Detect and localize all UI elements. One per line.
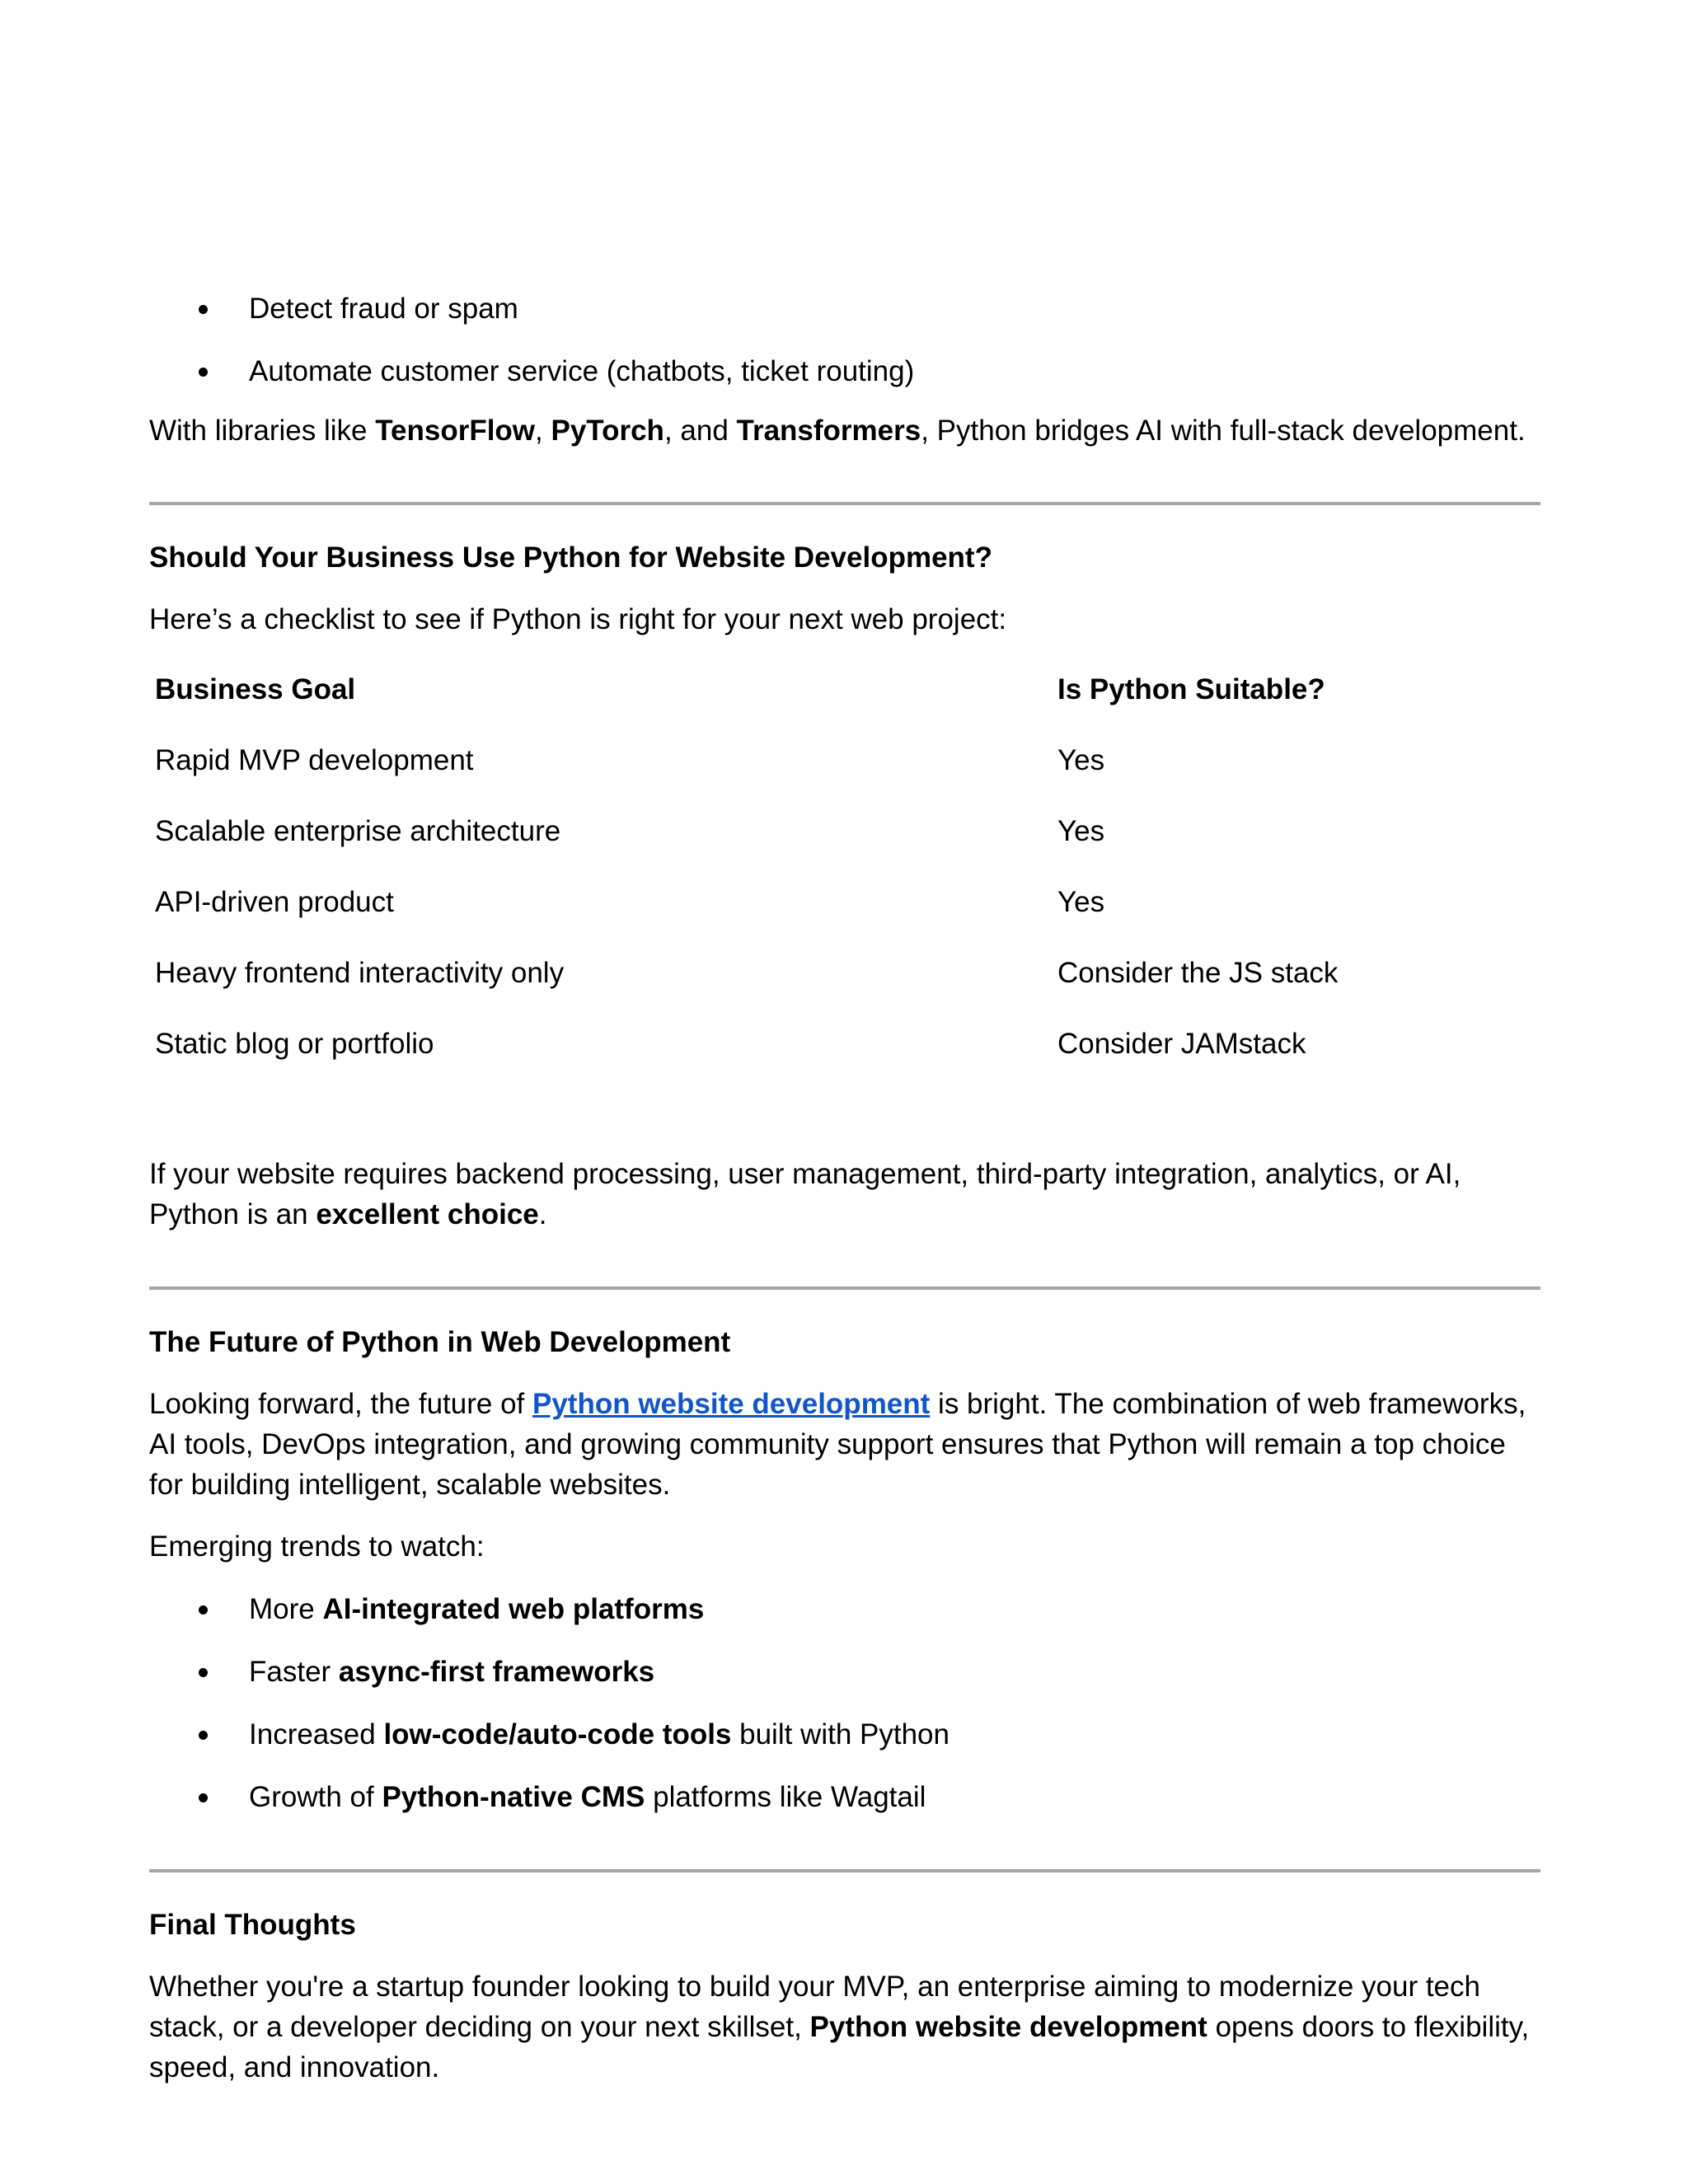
section-divider <box>149 1286 1540 1290</box>
list-item: Automate customer service (chatbots, ticket routing) <box>149 351 1540 391</box>
table-cell: Yes <box>1057 743 1105 776</box>
bullet-icon <box>199 1668 208 1677</box>
list-item: Growth of Python-native CMS platforms like Wagtail <box>149 1777 1540 1817</box>
list-item: Increased low-code/auto-code tools built with Python <box>149 1714 1540 1755</box>
table-cell: Yes <box>1057 885 1105 918</box>
table-row <box>149 795 1540 866</box>
business-intro: Here’s a checklist to see if Python is right for your next web project: <box>149 603 1007 635</box>
business-conclusion: If your website requires backend processing, user management, third-party integration, analytics, or AI, Python is an excellent choice. <box>149 1158 1461 1230</box>
document-page <box>149 288 1540 2088</box>
future-heading: The Future of Python in Web Development <box>149 1326 731 1358</box>
table-header-cell: Is Python Suitable? <box>1057 673 1325 705</box>
table-cell: Consider the JS stack <box>1057 956 1339 989</box>
bullet-icon <box>199 1605 208 1615</box>
table-header-row <box>149 654 1540 724</box>
table-cell: Consider JAMstack <box>1057 1027 1306 1060</box>
table-row <box>149 1008 1540 1079</box>
table-row <box>149 724 1540 795</box>
trends-intro: Emerging trends to watch: <box>149 1530 485 1563</box>
bullet-icon <box>199 368 208 377</box>
section-divider <box>149 502 1540 505</box>
table-header-cell: Business Goal <box>155 673 356 705</box>
python-website-development-link[interactable]: Python website development <box>532 1388 931 1420</box>
final-heading: Final Thoughts <box>149 1909 356 1941</box>
section-divider <box>149 1869 1540 1872</box>
table-cell: Static blog or portfolio <box>155 1027 434 1060</box>
table-cell: API-driven product <box>155 885 394 918</box>
bullet-icon <box>199 1793 208 1802</box>
checklist-table <box>149 654 1540 1079</box>
table-row <box>149 866 1540 937</box>
ai-use-list <box>149 288 1540 391</box>
library-name: Transformers <box>736 415 921 447</box>
business-heading: Should Your Business Use Python for Website Development? <box>149 541 992 574</box>
table-cell: Scalable enterprise architecture <box>155 814 561 847</box>
bullet-icon <box>199 305 208 314</box>
table-cell: Yes <box>1057 814 1105 847</box>
list-item: More AI-integrated web platforms <box>149 1589 1540 1629</box>
trends-list <box>149 1589 1540 1817</box>
table-row <box>149 937 1540 1008</box>
libraries-paragraph: With libraries like TensorFlow, PyTorch, and Transformers, Python bridges AI with full-stack development. <box>149 415 1526 447</box>
table-cell: Heavy frontend interactivity only <box>155 956 565 989</box>
library-name: PyTorch <box>551 415 664 447</box>
future-paragraph: Looking forward, the future of Python website development is bright. The combination of web frameworks, AI tools, DevOps integration, and growing community support ensures that Python will remain a top choice for building intelligent, scalable websites. <box>149 1388 1526 1501</box>
list-item: Detect fraud or spam <box>149 288 1540 329</box>
final-paragraph: Whether you're a startup founder looking to build your MVP, an enterprise aiming to modernize your tech stack, or a developer deciding on your next skillset, Python website development opens doors to flexibility, speed, and innovation. <box>149 1971 1530 2083</box>
bullet-icon <box>199 1731 208 1740</box>
library-name: TensorFlow <box>375 415 536 447</box>
list-item: Faster async-first frameworks <box>149 1652 1540 1692</box>
table-cell: Rapid MVP development <box>155 743 474 776</box>
